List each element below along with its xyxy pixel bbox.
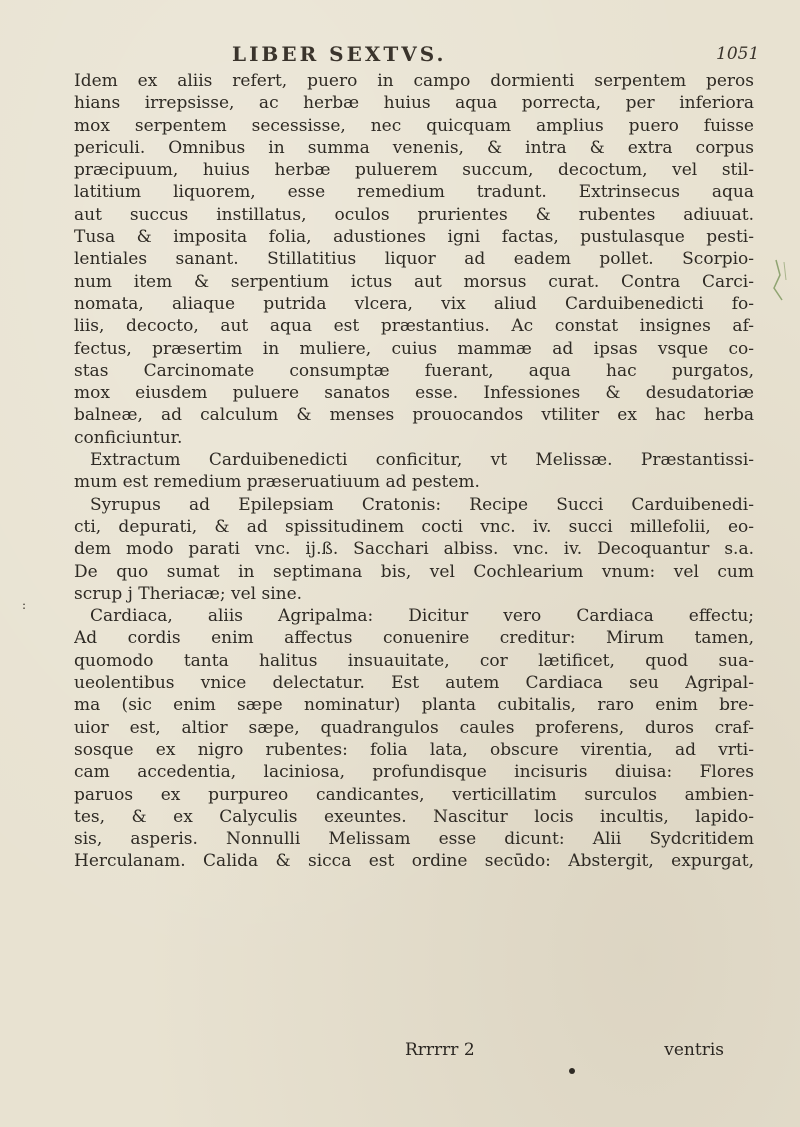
text-line: Idem ex aliis refert, puero in campo dormienti serpentem peros <box>74 71 754 91</box>
text-line: uior est, altior sæpe, quadrangulos caules proferens, duros craf- <box>74 717 754 738</box>
ink-spot <box>569 1068 575 1074</box>
text-line: periculi. Omnibus in summa venenis, & intra & extra corpus <box>74 137 754 158</box>
text-line: balneæ, ad calculum & menses prouocandos vtiliter ex hac herba <box>74 405 754 426</box>
text-line: dem modo parati vnc. ij.ß. Sacchari albiss. vnc. iv. Decoquantur s.a. <box>74 539 754 560</box>
text-line: Extractum Carduibenedicti conficitur, vt Melissæ. Præstantissi- <box>90 450 754 471</box>
text-line: num item & serpentium ictus aut morsus curat. Contra Carci- <box>74 271 754 292</box>
text-line: Cardiaca, aliis Agripalma: Dicitur vero Cardiaca effectu; <box>90 606 754 627</box>
text-line: cam accedentia, laciniosa, profundisque incisuris diuisa: Flores <box>74 762 754 783</box>
text-line: sosque ex nigro rubentes: folia lata, obscure virentia, ad vrti- <box>74 739 754 760</box>
text-line: mum est remedium præseruatiuum ad pestem. <box>74 472 480 493</box>
text-line: conficiuntur. <box>74 427 183 448</box>
text-line: nomata, aliaque putrida vlcera, vix aliud Carduibenedicti fo- <box>74 293 754 314</box>
text-line: paruos ex purpureo candicantes, verticillatim surculos ambien- <box>74 784 754 805</box>
text-line: hians irrepsisse, ac herbæ huius aqua porrecta, per inferiora <box>74 93 754 114</box>
text-line: præcipuum, huius herbæ puluerem succum, decoctum, vel stil- <box>74 160 754 181</box>
text-line: fectus, præsertim in muliere, cuius mammæ ad ipsas vsque co- <box>74 338 754 359</box>
running-head: LIBER SEXTVS. <box>232 42 447 66</box>
text-line: scrup j Theriacæ; vel sine. <box>74 583 303 604</box>
text-line: Ad cordis enim affectus conuenire creditur: Mirum tamen, <box>74 628 754 649</box>
text-body <box>74 70 754 873</box>
text-line: Tusa & imposita folia, adustiones igni factas, pustulasque pesti- <box>74 227 754 248</box>
text-line: latitium liquorem, esse remedium tradunt. Extrinsecus aqua <box>74 182 754 203</box>
text-line: Syrupus ad Epilepsiam Cratonis: Recipe Succi Carduibenedi- <box>90 494 754 515</box>
text-line: stas Carcinomate consumptæ fuerant, aqua hac purgatos, <box>74 360 754 381</box>
text-line: tes, & ex Calyculis exeuntes. Nascitur locis incultis, lapido- <box>74 806 754 827</box>
text-line: sis, asperis. Nonnulli Melissam esse dicunt: Alii Sydcritidem <box>74 829 754 850</box>
footer-catchwords <box>74 1040 754 1062</box>
catchword: ventris <box>664 1040 724 1060</box>
text-line: mox serpentem secessisse, nec quicquam amplius puero fuisse <box>74 115 754 136</box>
signature-mark: Rrrrrr 2 <box>405 1040 475 1060</box>
text-line: lentiales sanant. Stillatitius liquor ad eadem pollet. Scorpio- <box>74 249 754 270</box>
text-line: liis, decocto, aut aqua est præstantius. Ac constat insignes af- <box>74 316 754 337</box>
text-line: ma (sic enim sæpe nominatur) planta cubitalis, raro enim bre- <box>74 695 754 716</box>
text-line: De quo sumat in septimana bis, vel Cochlearium vnum: vel cum <box>74 561 754 582</box>
margin-mark: : <box>22 598 27 612</box>
text-line: mox eiusdem puluere sanatos esse. Infessiones & desudatoriæ <box>74 383 754 404</box>
text-line: Herculanam. Calida & sicca est ordine secūdo: Abstergit, expurgat, <box>74 851 754 872</box>
text-line: quomodo tanta halitus insuauitate, cor lætificet, quod sua- <box>74 650 754 671</box>
margin-stain-mark <box>766 240 796 320</box>
page-number: 1051 <box>716 44 760 64</box>
text-line: cti, depurati, & ad spissitudinem cocti vnc. iv. succi millefolii, eo- <box>74 516 754 537</box>
text-line: ueolentibus vnice delectatur. Est autem Cardiaca seu Agripal- <box>74 673 754 694</box>
text-line: aut succus instillatus, oculos prurientes & rubentes adiuuat. <box>74 204 754 225</box>
